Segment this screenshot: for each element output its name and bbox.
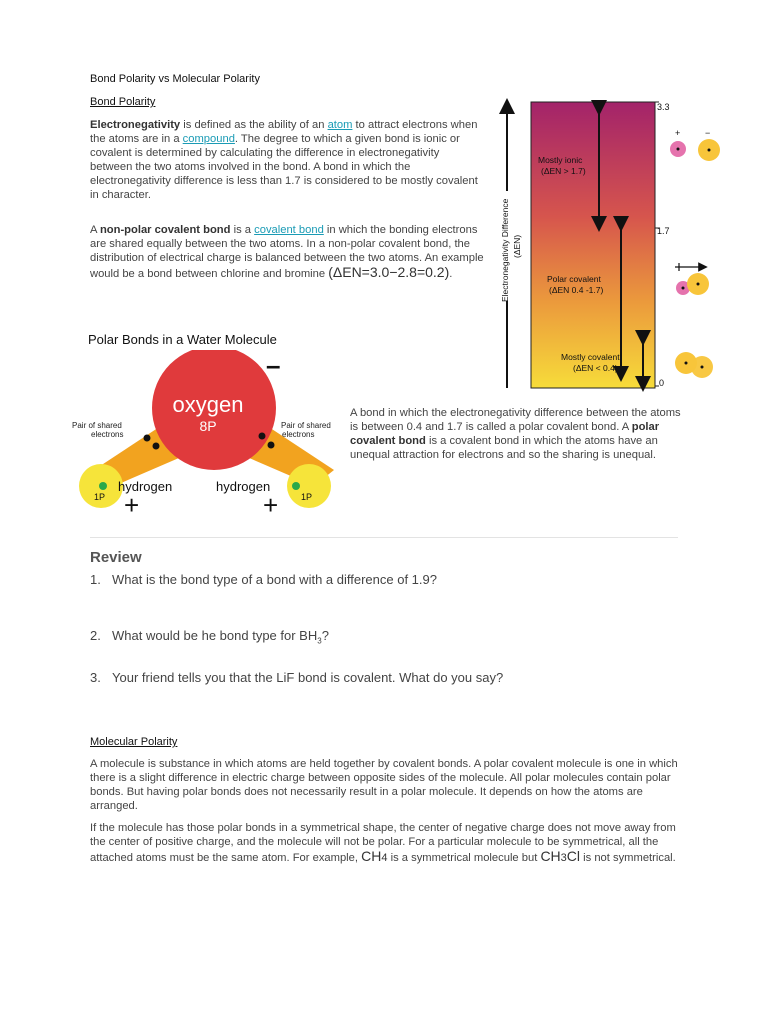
question-number: 2. [90, 628, 101, 643]
text: If the molecule has those polar bonds in a symmetrical shape, the center of negative charge does not move away from the center of positive charge, and the molecule will not be polar. For a particular molecule to be symmetrical, all the attached atoms must be the same atom. For example, [90, 822, 676, 864]
ch3cl-formula [540, 848, 580, 864]
question-text: What would be he bond type for BH [112, 628, 318, 643]
text: CH [361, 847, 382, 864]
nucleus-dot [682, 287, 685, 290]
molecular-polarity-paragraph: A molecule is substance in which atoms are held together by covalent bonds. A polar covalent molecule is one in which there is a slight difference in electric charge between opposite sides of the molecule. All polar molecules contain polar bonds. But having polar bonds does not necessarily result in a polar molecule. It depends on how the atoms are arranged. [90, 758, 678, 812]
right-hydrogen-protons: 1P [301, 492, 313, 502]
right-hydrogen-label: hydrogen [216, 479, 271, 494]
question-text: Your friend tells you that the LiF bond is covalent. What do you say? [112, 670, 504, 685]
symmetry-paragraph [90, 822, 680, 866]
ionic-region-range: (ΔEN > 1.7) [541, 166, 586, 176]
text: 4 [381, 851, 388, 864]
nucleus-dot [677, 148, 680, 151]
review-question-2 [90, 628, 329, 646]
left-hydrogen-proton [99, 482, 107, 490]
water-molecule-diagram [70, 350, 350, 520]
electronegativity-chart [495, 96, 730, 396]
left-shared-electron [144, 435, 151, 442]
subscript: 3 [317, 636, 322, 646]
text: is not symmetrical. [580, 851, 676, 864]
en-gradient-bar [531, 102, 655, 388]
anion-sign: − [705, 128, 711, 138]
axis-label-unit: (ΔEN) [512, 234, 522, 258]
text: . [449, 267, 453, 280]
question-text: ? [321, 628, 329, 643]
question-text: What is the bond type of a bond with a difference of 1.9? [112, 572, 437, 587]
atom-link[interactable]: atom [327, 119, 353, 131]
nucleus-dot [685, 362, 688, 365]
tick-label-1-7: 1.7 [657, 226, 670, 236]
polar-region-range: (ΔEN 0.4 -1.7) [549, 285, 604, 295]
section-divider [90, 537, 678, 538]
covalent-region-label: Mostly covalent [561, 352, 620, 362]
oxygen-label: oxygen [172, 392, 244, 417]
question-number: 3. [90, 670, 101, 685]
left-hydrogen-protons: 1P [94, 492, 106, 502]
question-number: 1. [90, 572, 101, 587]
text: to attract electrons when the atoms are in a [90, 119, 478, 145]
ch4-formula [361, 848, 387, 864]
left-plus-sign: + [124, 490, 140, 520]
en-formula: (ΔEN=3.0−2.8=0.2) [328, 263, 450, 280]
compound-link[interactable]: compound [182, 132, 235, 145]
text: CH [540, 847, 561, 864]
molecular-polarity-heading: Molecular Polarity [90, 736, 178, 748]
electronegativity-term: Electronegativity [90, 119, 181, 131]
text: Cl [566, 847, 581, 864]
review-question-1 [90, 572, 437, 587]
axis-label: Electronegativity Difference [500, 198, 510, 302]
left-shared-pair-label: Pair of shared [72, 421, 122, 430]
left-shared-electron [153, 443, 160, 450]
text: A bond in which the electronegativity difference between the atoms is between 0.4 and 1.7 is called a polar covalent bond. A [350, 407, 681, 433]
oxygen-protons: 8P [199, 418, 217, 434]
ionic-region-label: Mostly ionic [538, 155, 583, 165]
text: is a symmetrical molecule but [387, 851, 541, 864]
review-question-3 [90, 670, 503, 685]
text: . The degree to which a given bond is ionic or covalent is determined by calculating the difference in electronegativity between the two atoms involved in the bond. A bond in which the electronegativity difference is less than 1.7 is considered to be mostly covalent in character. [90, 132, 478, 201]
tick-label-0: 0 [659, 378, 665, 388]
covalent-region-range: (ΔEN < 0.4) [573, 363, 618, 373]
bond-polarity-heading: Bond Polarity [90, 96, 156, 108]
polar-region-label: Polar covalent [547, 274, 601, 284]
right-shared-electron [259, 433, 266, 440]
nucleus-dot [708, 149, 711, 152]
non-polar-paragraph [90, 224, 485, 282]
minus-sign: – [266, 350, 281, 380]
document-title: Bond Polarity vs Molecular Polarity [90, 73, 260, 85]
text: 3 [560, 851, 567, 864]
covalent-bond-link[interactable]: covalent bond [254, 224, 324, 236]
text: in which the bonding electrons are shared equally between the two atoms. In a non-polar covalent bond, the distribution of electrical charge is balanced between the two atoms. An example would be a bond between chlorine and bromine [90, 224, 484, 280]
text: is a covalent bond in which the atoms have an unequal attraction for electrons and so the sharing is unequal. [350, 434, 658, 461]
text: is a [230, 224, 255, 236]
electronegativity-paragraph [90, 119, 480, 202]
non-polar-term: non-polar covalent bond [99, 224, 231, 236]
cation-sign: + [675, 128, 681, 138]
polar-covalent-paragraph [350, 407, 685, 463]
text: A [90, 224, 100, 236]
review-heading: Review [90, 549, 142, 566]
tick-label-3-3: 3.3 [657, 102, 670, 112]
right-shared-pair-label-2: electrons [282, 430, 315, 439]
polar-covalent-term: polar covalent bond [350, 420, 660, 447]
text: is defined as the ability of an [180, 119, 328, 131]
right-plus-sign: + [263, 490, 279, 520]
right-shared-pair-label: Pair of shared [281, 421, 331, 430]
right-hydrogen-proton [292, 482, 300, 490]
nucleus-dot [701, 366, 704, 369]
left-shared-pair-label-2: electrons [91, 430, 124, 439]
right-shared-electron [268, 442, 275, 449]
nucleus-dot [697, 283, 700, 286]
left-hydrogen-label: hydrogen [118, 479, 173, 494]
water-figure-title: Polar Bonds in a Water Molecule [88, 332, 277, 347]
